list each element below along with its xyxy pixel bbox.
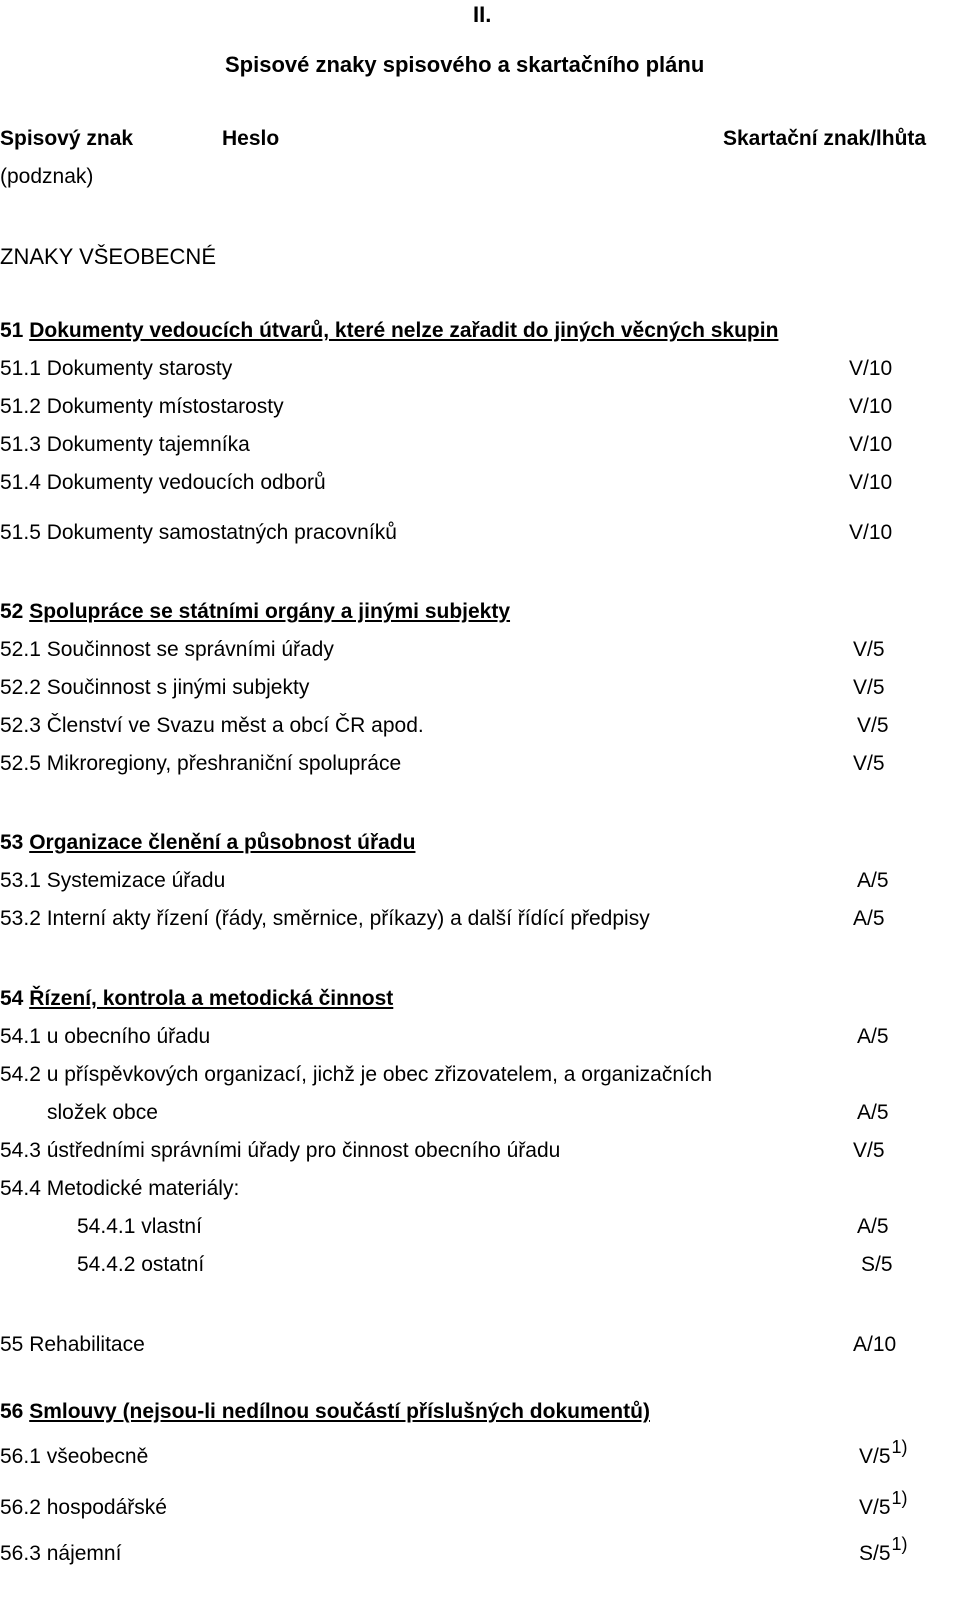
item-code-52-1: V/5 [853,638,885,661]
item-label-53-2: 53.2 Interní akty řízení (řády, směrnice, příkazy) a další řídící předpisy [0,907,650,930]
item-label-52-2: 52.2 Součinnost s jinými subjekty [0,676,310,699]
group-heading-51 [0,320,778,341]
group-number: 56 [0,1400,24,1423]
item-label-51-4: 51.4 Dokumenty vedoucích odborů [0,471,326,494]
header-col-retention: Skartační znak/lhůta [723,127,927,150]
item-code-51-1: V/10 [849,357,893,380]
item-code-51-2: V/10 [849,395,893,418]
item-code-54-3: V/5 [853,1139,885,1162]
item-label-54-2: 54.2 u příspěvkových organizací, jichž je obec zřizovatelem, a organizačních [0,1063,713,1086]
item-code-53-1: A/5 [857,869,889,892]
item-label-56-3: 56.3 nájemní [0,1542,122,1565]
item-code-54-4-1: A/5 [857,1215,889,1238]
item-label-51-1: 51.1 Dokumenty starosty [0,357,233,380]
item-code-53-2: A/5 [853,907,885,930]
group-number: 51 [0,319,24,342]
group-heading-52 [0,601,510,622]
item-code-52-3: V/5 [857,714,889,737]
item-label-54-3: 54.3 ústředními správními úřady pro činnost obecního úřadu [0,1139,561,1162]
group-title: Smlouvy (nejsou-li nedílnou součástí příslušných dokumentů) [29,1400,650,1423]
section-heading-general: ZNAKY VŠEOBECNÉ [0,244,216,269]
group-heading-56 [0,1401,650,1422]
group-title: Spolupráce se státními orgány a jinými subjekty [29,600,511,623]
item-code-55: A/10 [853,1333,897,1356]
header-col-code-sub: (podznak) [0,165,94,188]
item-label-55: 55 Rehabilitace [0,1333,145,1356]
retention-code: V/5 [859,1445,891,1468]
item-code-56-1 [859,1437,908,1468]
group-title: Dokumenty vedoucích útvarů, které nelze zařadit do jiných věcných skupin [29,319,779,342]
group-title: Řízení, kontrola a metodická činnost [29,987,394,1010]
group-number: 52 [0,600,24,623]
item-label-54-4: 54.4 Metodické materiály: [0,1177,240,1200]
item-label-52-1: 52.1 Součinnost se správními úřady [0,638,334,661]
page-label: II. [473,2,492,27]
item-label-51-5: 51.5 Dokumenty samostatných pracovníků [0,521,397,544]
item-label-52-3: 52.3 Členství ve Svazu měst a obcí ČR apod. [0,714,424,737]
page-title: Spisové znaky spisového a skartačního plánu [225,52,705,77]
header-col-code: Spisový znak [0,127,134,150]
header-col-heading: Heslo [222,127,280,150]
item-label-54-1: 54.1 u obecního úřadu [0,1025,211,1048]
item-label-56-1: 56.1 všeobecně [0,1445,149,1468]
footnote-marker: 1) [891,1534,908,1554]
item-code-52-5: V/5 [853,752,885,775]
group-heading-54 [0,988,393,1009]
retention-code: S/5 [859,1542,891,1565]
item-code-56-2 [859,1488,908,1519]
retention-code: V/5 [859,1496,891,1519]
footnote-marker: 1) [891,1437,908,1457]
group-number: 54 [0,987,24,1010]
item-label-56-2: 56.2 hospodářské [0,1496,167,1519]
group-number: 53 [0,831,24,854]
item-code-54-2: A/5 [857,1101,889,1124]
item-code-54-4-2: S/5 [861,1253,893,1276]
item-code-51-4: V/10 [849,471,893,494]
group-title: Organizace členění a působnost úřadu [29,831,416,854]
item-code-51-3: V/10 [849,433,893,456]
item-code-54-1: A/5 [857,1025,889,1048]
item-label-52-5: 52.5 Mikroregiony, přeshraniční spolupráce [0,752,402,775]
item-label-53-1: 53.1 Systemizace úřadu [0,869,226,892]
footnote-marker: 1) [891,1488,908,1508]
item-label-54-4-1: 54.4.1 vlastní [77,1215,202,1238]
item-label-51-2: 51.2 Dokumenty místostarosty [0,395,284,418]
item-label-54-2-cont: složek obce [47,1101,158,1124]
item-code-51-5: V/10 [849,521,893,544]
item-label-51-3: 51.3 Dokumenty tajemníka [0,433,250,456]
item-code-52-2: V/5 [853,676,885,699]
group-heading-53 [0,832,415,853]
item-label-54-4-2: 54.4.2 ostatní [77,1253,205,1276]
item-code-56-3 [859,1534,908,1565]
